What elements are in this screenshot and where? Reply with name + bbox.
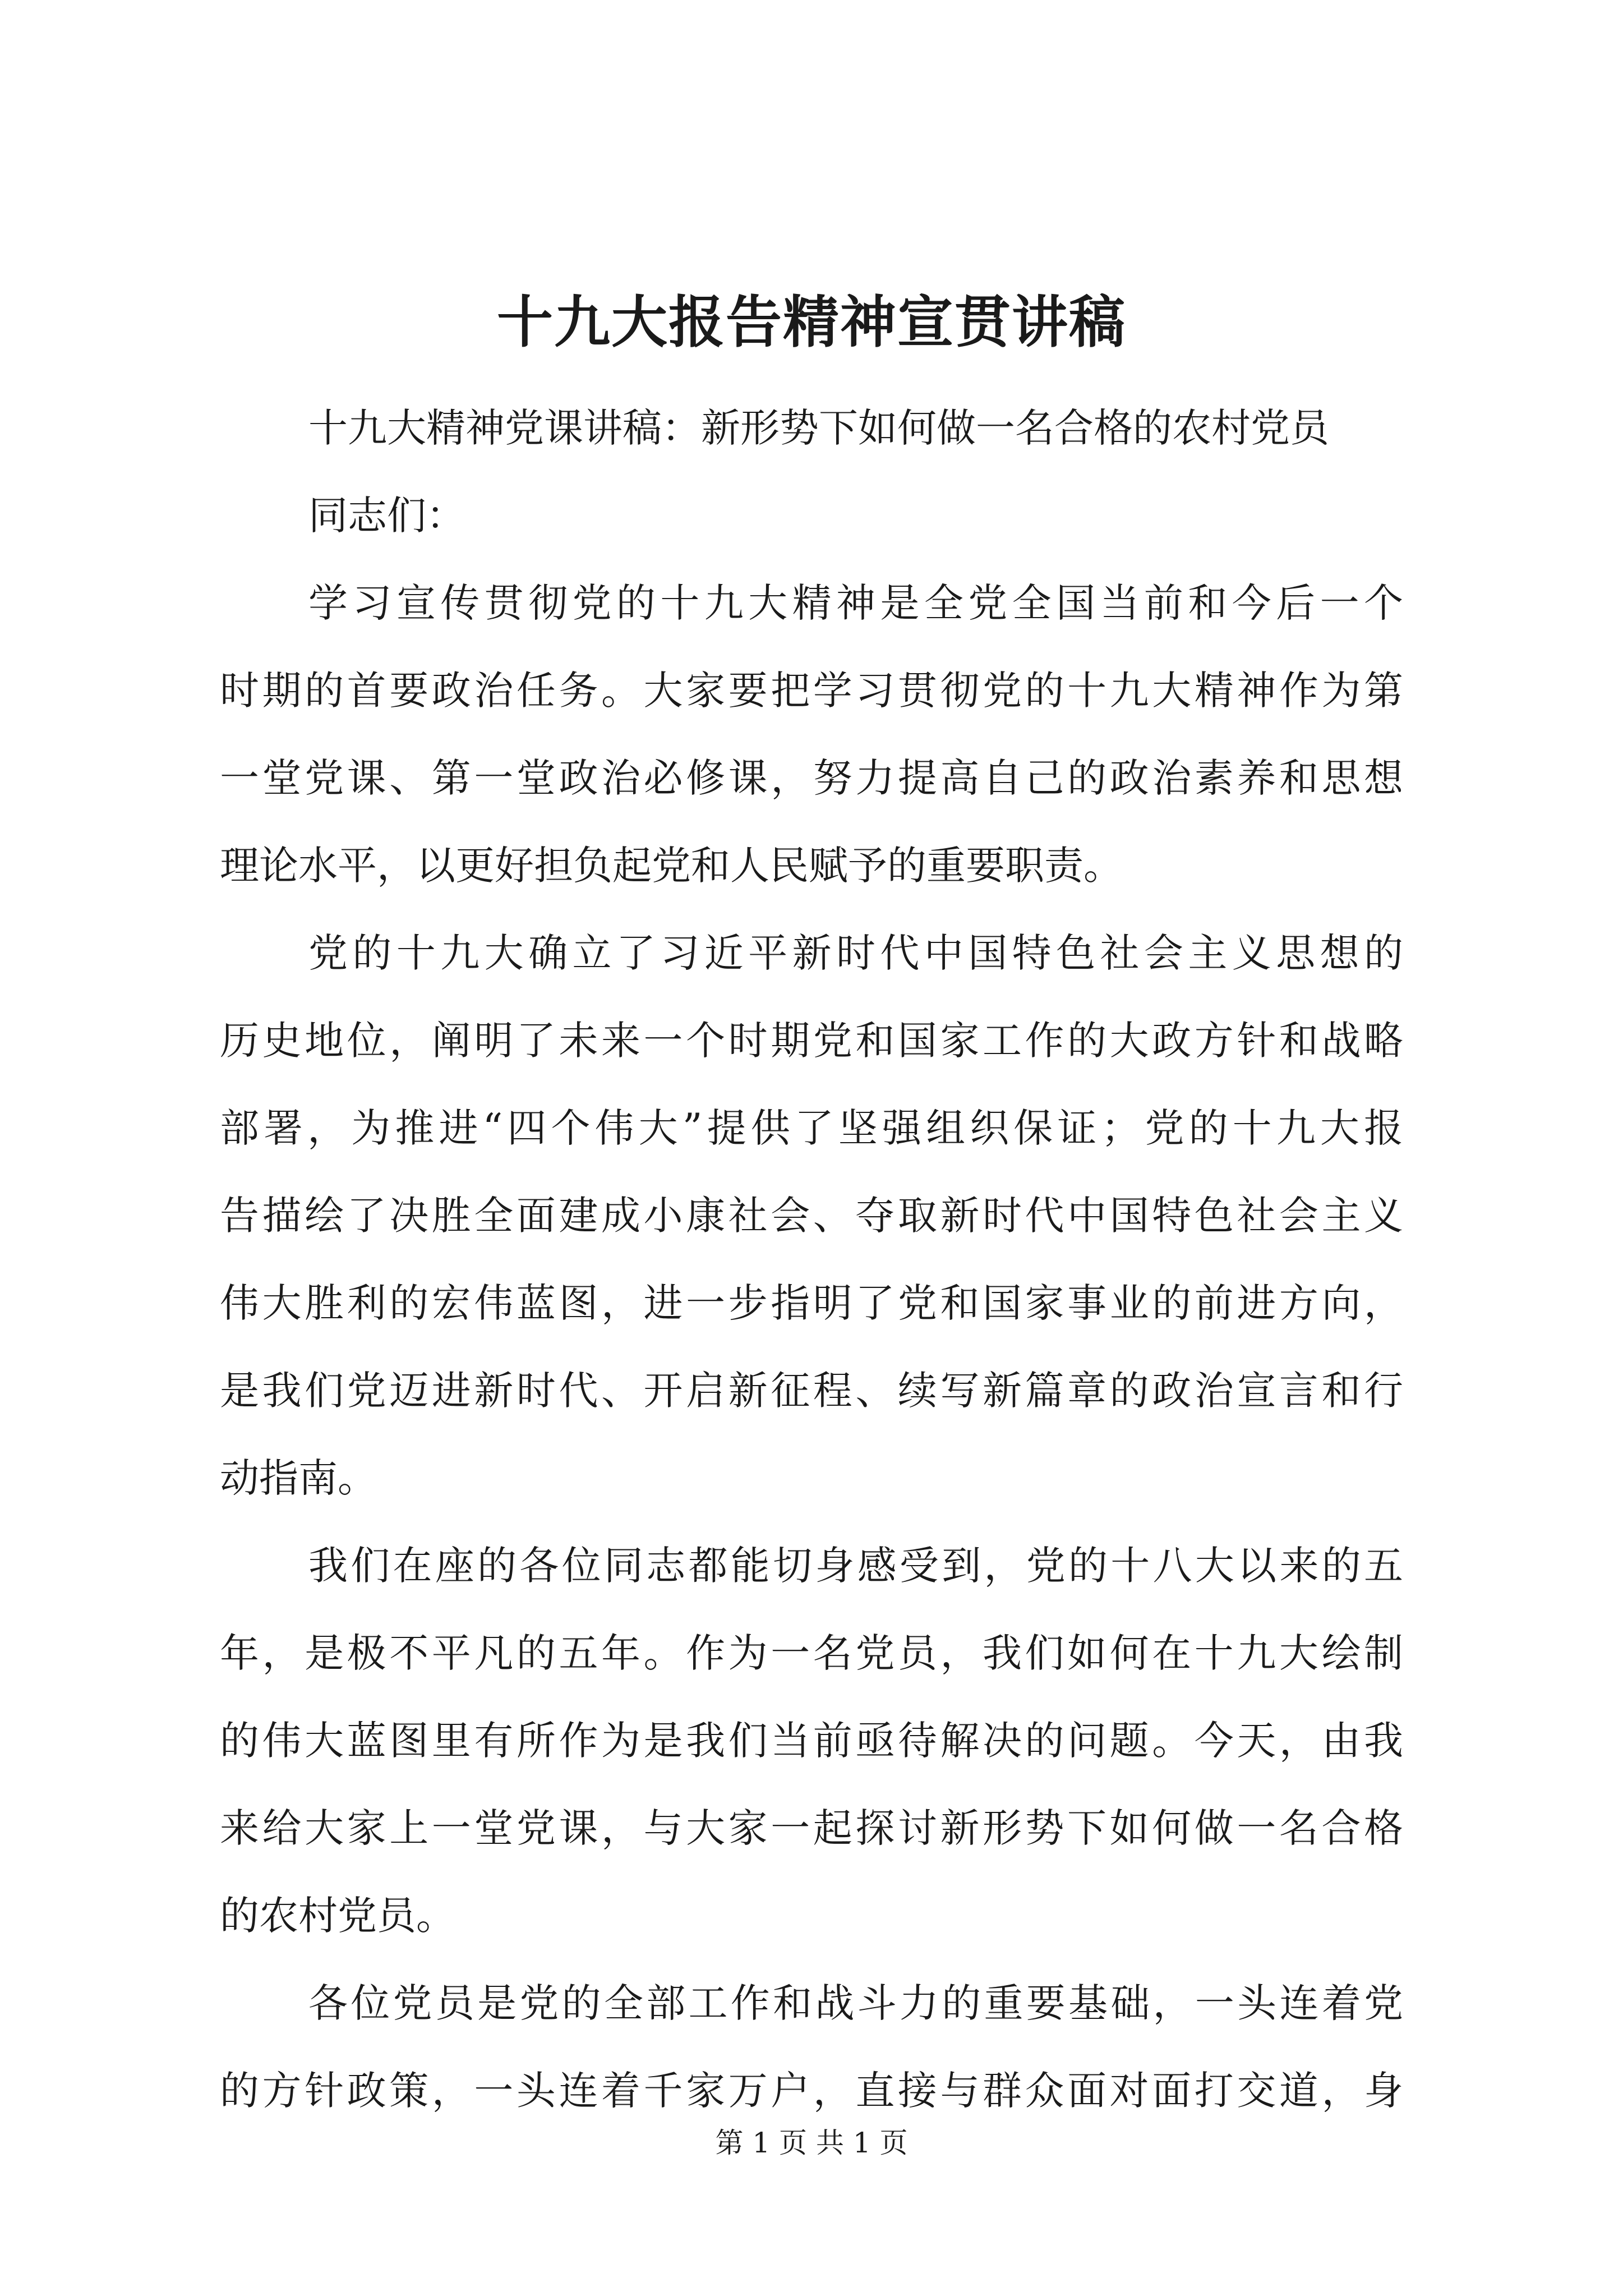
paragraph-1-line-1: 学习宣传贯彻党的十九大精神是全党全国当前和今后一个 (308, 580, 1403, 626)
paragraph-1-line-2: 时期的首要政治任务。大家要把学习贯彻党的十九大精神作为第 (220, 668, 1403, 714)
paragraph-2-line-2: 历史地位，阐明了未来一个时期党和国家工作的大政方针和战略 (220, 1018, 1403, 1064)
paragraph-2-line-1: 党的十九大确立了习近平新时代中国特色社会主义思想的 (308, 930, 1403, 976)
paragraph-3-line-5: 的农村党员。 (220, 1893, 455, 1939)
document-title: 十九大报告精神宣贯讲稿 (497, 289, 1126, 355)
paragraph-3-line-2: 年，是极不平凡的五年。作为一名党员，我们如何在十九大绘制 (220, 1630, 1403, 1676)
document-body (220, 384, 1403, 2134)
paragraph-2-line-4: 告描绘了决胜全面建成小康社会、夺取新时代中国特色社会主义 (220, 1193, 1403, 1239)
paragraph-2-line-5: 伟大胜利的宏伟蓝图，进一步指明了党和国家事业的前进方向， (220, 1280, 1403, 1326)
paragraph-3-line-1: 我们在座的各位同志都能切身感受到，党的十八大以来的五 (308, 1543, 1403, 1589)
paragraph-4-line-2: 的方针政策，一头连着千家万户，直接与群众面对面打交道，身 (220, 2068, 1403, 2114)
page-footer: 第 1 页 共 1 页 (715, 2127, 908, 2159)
paragraph-1-line-3: 一堂党课、第一堂政治必修课，努力提高自己的政治素养和思想 (220, 755, 1403, 801)
salutation-line: 同志们： (308, 493, 465, 539)
paragraph-3-line-4: 来给大家上一堂党课，与大家一起探讨新形势下如何做一名合格 (220, 1805, 1403, 1851)
paragraph-2-line-6: 是我们党迈进新时代、开启新征程、续写新篇章的政治宣言和行 (220, 1368, 1403, 1414)
paragraph-1-line-4: 理论水平，以更好担负起党和人民赋予的重要职责。 (220, 843, 1123, 889)
paragraph-3-line-3: 的伟大蓝图里有所作为是我们当前亟待解决的问题。今天，由我 (220, 1718, 1403, 1764)
paragraph-2-line-3: 部署，为推进“四个伟大”提供了坚强组织保证；党的十九大报 (220, 1105, 1403, 1151)
subtitle-line: 十九大精神党课讲稿：新形势下如何做一名合格的农村党员 (308, 405, 1329, 451)
paragraph-2-line-7: 动指南。 (220, 1455, 377, 1501)
paragraph-4-line-1: 各位党员是党的全部工作和战斗力的重要基础，一头连着党 (308, 1980, 1403, 2026)
